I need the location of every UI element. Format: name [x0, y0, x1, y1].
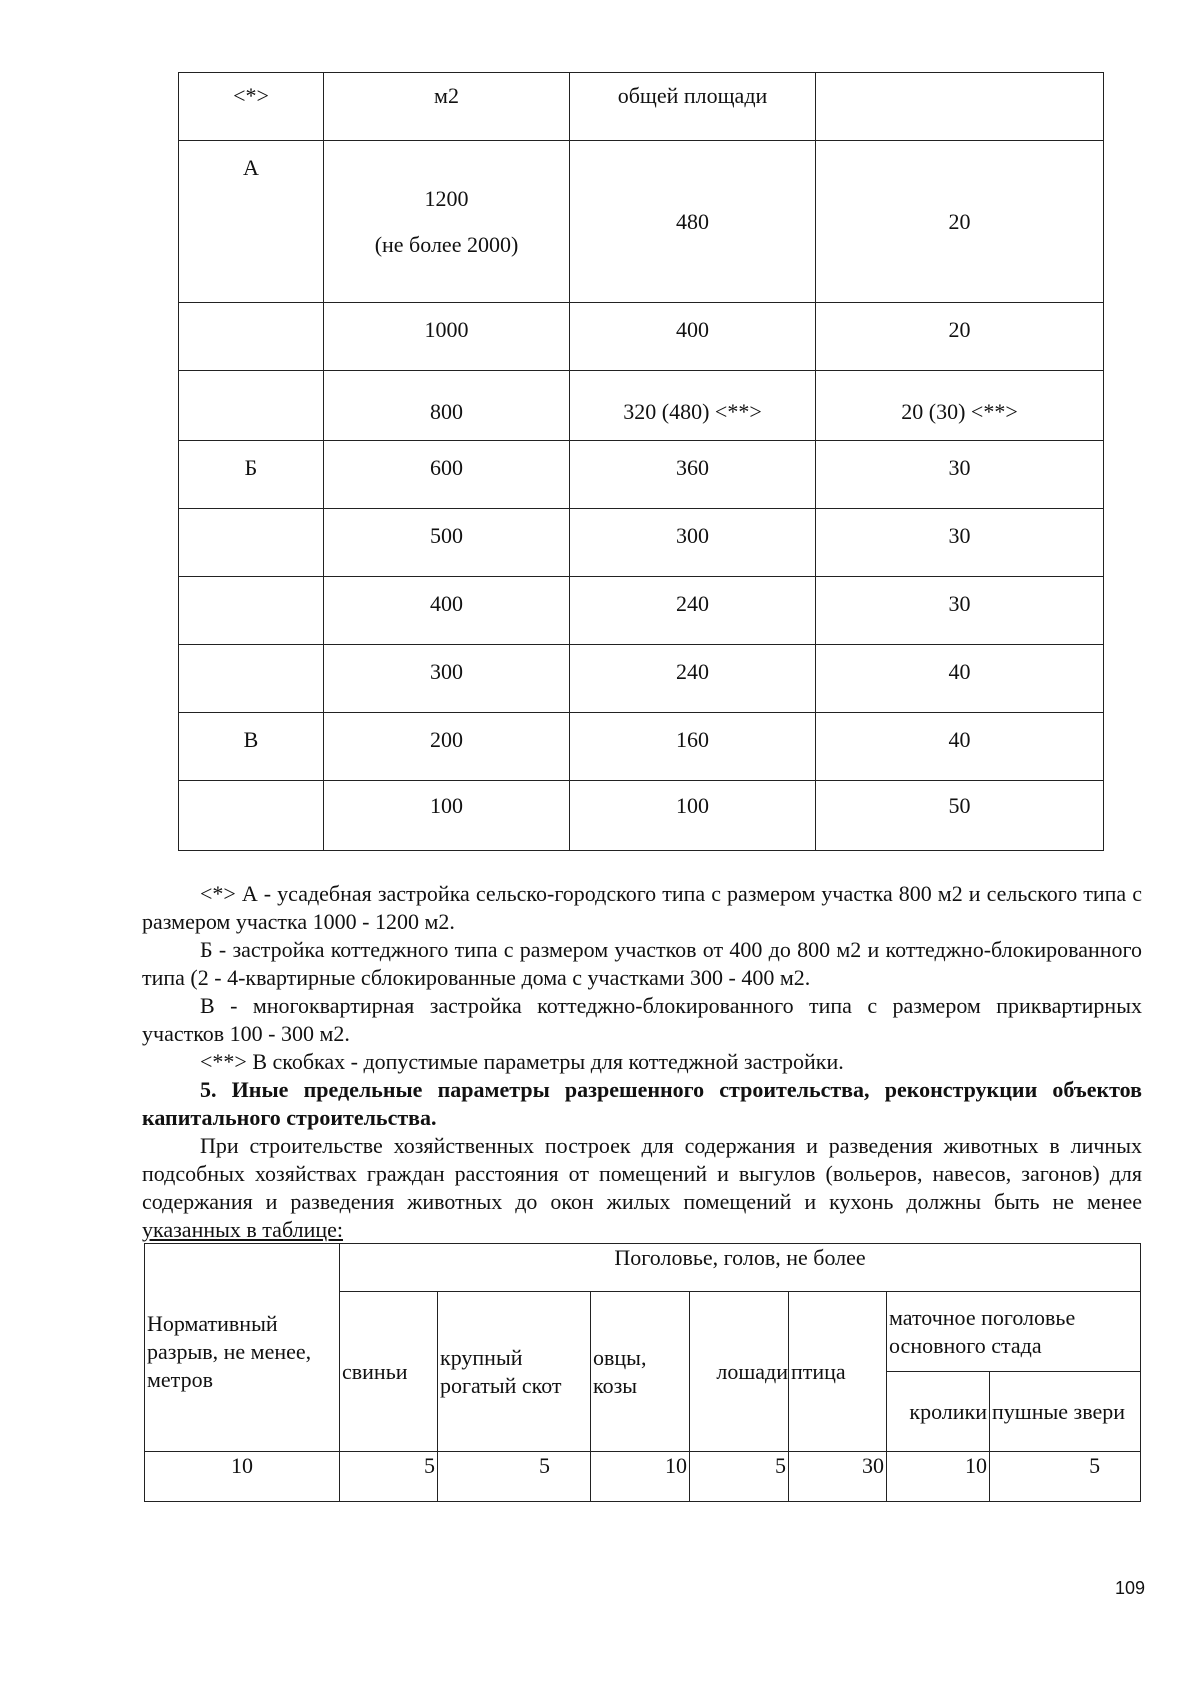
body-paragraph [142, 1132, 1142, 1244]
area-cell: 800 [324, 371, 570, 441]
note-paragraph: В - многоквартирная застройка коттеджно-блокированного типа с размером приквартирных участков 100 - 300 м2. [142, 993, 1142, 1046]
table-row [179, 441, 1104, 509]
column-header: крупный рогатый скот [438, 1292, 591, 1452]
last-cell: 50 [816, 781, 1104, 851]
table-row [179, 645, 1104, 713]
table-row [179, 577, 1104, 645]
last-cell: 20 [816, 303, 1104, 371]
total-cell: 160 [570, 713, 816, 781]
type-cell [179, 509, 324, 577]
land-plot-table [178, 72, 1104, 851]
total-cell: 300 [570, 509, 816, 577]
column-header: овцы, козы [591, 1292, 690, 1452]
table-header-row [179, 73, 1104, 141]
type-cell [179, 781, 324, 851]
value-cell: 10 [591, 1452, 690, 1502]
area-cell: 200 [324, 713, 570, 781]
column-header: свиньи [340, 1292, 438, 1452]
column-header: пушные звери [990, 1372, 1141, 1452]
header-cell: <*> [179, 73, 324, 141]
area-value: 1200 [424, 185, 469, 211]
last-cell: 30 [816, 577, 1104, 645]
header-cell [816, 73, 1104, 141]
total-cell: 400 [570, 303, 816, 371]
value-cell: 5 [990, 1452, 1141, 1502]
area-cell: 600 [324, 441, 570, 509]
body-text: При строительстве хозяйственных построек для содержания и разведения животных в личных подсобных хозяйствах граждан расстояния от помещений и выгулов (вольеров, навесов, загонов) для содержания и разведения животных до окон жилых помещений и кухонь должны быть не менее [142, 1133, 1142, 1214]
note-paragraph: Б - застройка коттеджного типа с размером участков от 400 до 800 м2 и коттеджно-блокированного типа (2 - 4-квартирные сблокированные дома с участками 300 - 400 м2. [142, 937, 1142, 990]
value-cell: 30 [789, 1452, 887, 1502]
table-row [179, 509, 1104, 577]
type-cell: А [179, 141, 324, 303]
type-cell: Б [179, 441, 324, 509]
area-cell [324, 141, 570, 303]
value-cell: 5 [690, 1452, 789, 1502]
value-cell: 5 [340, 1452, 438, 1502]
body-text-underlined: указанных в таблице: [142, 1217, 343, 1242]
subgroup-header: маточное поголовье основного стада [887, 1292, 1141, 1372]
column-header: лошади [690, 1292, 789, 1452]
table-row [179, 713, 1104, 781]
table-header-row [145, 1244, 1141, 1292]
total-cell: 480 [570, 141, 816, 303]
area-cell: 300 [324, 645, 570, 713]
area-cell: 400 [324, 577, 570, 645]
value-cell: 5 [438, 1452, 591, 1502]
section-heading: 5. Иные предельные параметры разрешенного строительства, реконструкции объектов капитального строительства. [142, 1077, 1142, 1130]
type-cell [179, 645, 324, 713]
table-row [179, 141, 1104, 303]
value-cell: 10 [145, 1452, 340, 1502]
area-cell: 500 [324, 509, 570, 577]
value-cell: 10 [887, 1452, 990, 1502]
type-cell [179, 303, 324, 371]
note-paragraph: <**> В скобках - допустимые параметры для коттеджной застройки. [200, 1049, 844, 1074]
type-cell: В [179, 713, 324, 781]
last-cell: 40 [816, 713, 1104, 781]
area-cell: 1000 [324, 303, 570, 371]
table-row [179, 781, 1104, 851]
table-row [179, 303, 1104, 371]
column-header: Нормативный разрыв, не менее, метров [145, 1244, 340, 1452]
last-cell: 40 [816, 645, 1104, 713]
area-cell: 100 [324, 781, 570, 851]
table-row [179, 371, 1104, 441]
livestock-distance-table [144, 1243, 1141, 1502]
total-cell: 240 [570, 645, 816, 713]
last-cell: 20 [816, 141, 1104, 303]
type-cell [179, 371, 324, 441]
total-cell: 100 [570, 781, 816, 851]
type-cell [179, 577, 324, 645]
header-cell: м2 [324, 73, 570, 141]
area-note: (не более 2000) [374, 231, 519, 257]
total-cell: 240 [570, 577, 816, 645]
column-header: кролики [887, 1372, 990, 1452]
page-number: 109 [1115, 1578, 1146, 1598]
last-cell: 20 (30) <**> [816, 371, 1104, 441]
notes-block [142, 880, 1142, 1244]
header-cell: общей площади [570, 73, 816, 141]
total-cell: 320 (480) <**> [570, 371, 816, 441]
column-header: птица [789, 1292, 887, 1452]
note-paragraph: <*> А - усадебная застройка сельско-городского типа с размером участка 800 м2 и сельского типа с размером участка 1000 - 1200 м2. [142, 881, 1142, 934]
last-cell: 30 [816, 509, 1104, 577]
table-row [145, 1452, 1141, 1502]
last-cell: 30 [816, 441, 1104, 509]
total-cell: 360 [570, 441, 816, 509]
group-header: Поголовье, голов, не более [340, 1244, 1141, 1292]
